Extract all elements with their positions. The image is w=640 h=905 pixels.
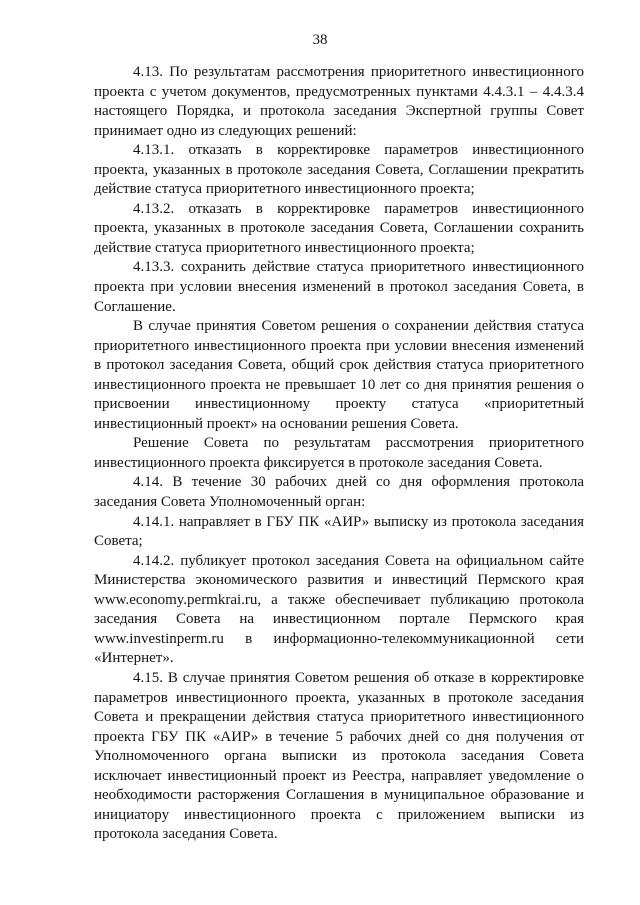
paragraph-4-14-2: 4.14.2. публикует протокол заседания Совета на официальном сайте Министерства экономического развития и инвестиций Пермского края www.economy.permkrai.ru, а также обеспечивает публикацию протокола заседания Совета на инвестиционном портале Пермского края www.investinperm.ru в информационно-телекоммуникационной сети «Интернет».: [94, 552, 584, 667]
paragraph-council-decision: Решение Совета по результатам рассмотрения приоритетного инвестиционного проекта фиксируется в протоколе заседания Совета.: [94, 435, 584, 471]
paragraph-4-15: 4.15. В случае принятия Советом решения об отказе в корректировке параметров инвестиционного проекта, указанных в протоколе заседания Совета и прекращении действия статуса приоритетного инвестиционного проекта ГБУ ПК «АИР» в течение 5 рабочих дней со дня получения от Уполномоченного органа выписки из протокола заседания Совета исключает инвестиционный проект из Реестра, направляет уведомление о необходимости расторжения Соглашения в муниципальное образование и инициатору инвестиционного проекта с приложением выписки из протокола заседания Совета.: [94, 669, 584, 843]
document-body: [94, 63, 584, 845]
paragraph-4-13-1: 4.13.1. отказать в корректировке параметров инвестиционного проекта, указанных в протоколе заседания Совета, Соглашении прекратить действие статуса приоритетного инвестиционного проекта;: [94, 142, 584, 198]
paragraph-status-term: В случае принятия Советом решения о сохранении действия статуса приоритетного инвестиционного проекта при условии внесения изменений в протокол заседания Совета, общий срок действия статуса приоритетного инвестиционного проекта не превышает 10 лет со дня принятия решения о присвоении инвестиционному проекту статуса «приоритетный инвестиционный проект» на основании решения Совета.: [94, 318, 584, 432]
paragraph-4-13-3: 4.13.3. сохранить действие статуса приоритетного инвестиционного проекта при условии внесения изменений в протокол заседания Совета, в Соглашение.: [94, 259, 584, 315]
paragraph-4-14: 4.14. В течение 30 рабочих дней со дня оформления протокола заседания Совета Уполномоченный орган:: [94, 474, 584, 511]
paragraph-4-13-2: 4.13.2. отказать в корректировке параметров инвестиционного проекта, указанных в протоколе заседания Совета, Соглашении сохранить действие статуса приоритетного инвестиционного проекта;: [94, 200, 584, 256]
paragraph-4-13: 4.13. По результатам рассмотрения приоритетного инвестиционного проекта с учетом документов, предусмотренных пунктами 4.4.3.1 – 4.4.3.4 настоящего Порядка, и протокола заседания Экспертной группы Совет принимает одно из следующих решений:: [94, 64, 584, 139]
page-number: 38: [312, 32, 328, 48]
paragraph-4-14-1: 4.14.1. направляет в ГБУ ПК «АИР» выписку из протокола заседания Совета;: [94, 513, 584, 550]
